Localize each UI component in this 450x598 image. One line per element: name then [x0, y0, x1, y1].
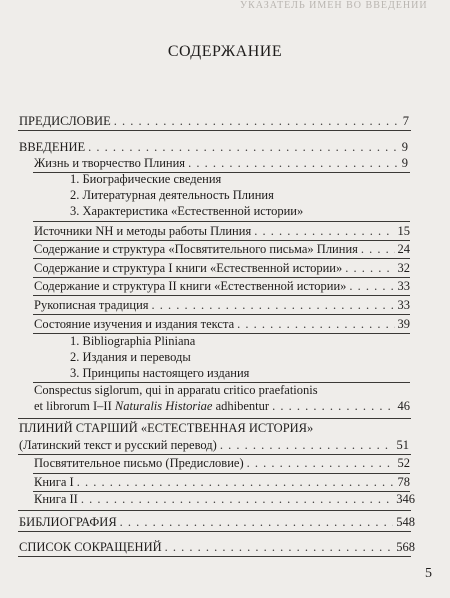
- toc-entry-sources[interactable]: [34, 224, 410, 239]
- dot-leader: [120, 515, 394, 530]
- divider: [18, 556, 411, 557]
- toc-entry-label: Посвятительное письмо (Предисловие): [34, 456, 244, 470]
- toc-entry-page: 51: [396, 438, 409, 452]
- toc-entry-label: Содержание и структура II книги «Естественной истории»: [34, 279, 347, 293]
- toc-subentry[interactable]: 1. Биографические сведения: [70, 172, 222, 186]
- toc-entry-page: 548: [396, 515, 415, 529]
- dot-leader: [165, 540, 394, 555]
- toc-entry-book-2[interactable]: [34, 492, 415, 507]
- toc-entry-label: ПРЕДИСЛОВИЕ: [19, 114, 111, 128]
- toc-subentry[interactable]: 2. Издания и переводы: [70, 350, 191, 364]
- toc-entry-label: Жизнь и творчество Плиния: [34, 156, 186, 170]
- dot-leader: [254, 224, 394, 239]
- divider: [33, 277, 410, 278]
- toc-entry-label: Рукописная традиция: [34, 298, 149, 312]
- toc-entry-page: 52: [397, 456, 410, 470]
- divider: [18, 130, 411, 131]
- toc-entry-page: 24: [397, 242, 410, 256]
- toc-entry-book1-structure[interactable]: [34, 261, 410, 276]
- toc-entry-page: 568: [396, 540, 415, 554]
- dot-leader: [152, 298, 395, 313]
- divider: [33, 295, 410, 296]
- divider: [18, 531, 411, 532]
- dot-leader: [349, 279, 394, 294]
- toc-entry-label: Книга II: [34, 492, 78, 506]
- toc-entry-page: 9: [401, 156, 408, 170]
- toc-entry-pliny-heading[interactable]: ПЛИНИЙ СТАРШИЙ «ЕСТЕСТВЕННАЯ ИСТОРИЯ»: [19, 421, 314, 435]
- toc-entry-label: Источники NH и методы работы Плиния: [34, 224, 252, 238]
- toc-entry-label: (Латинский текст и русский перевод): [19, 438, 217, 452]
- toc-entry-page: 9: [401, 140, 408, 154]
- toc-entry-page: 33: [397, 298, 410, 312]
- toc-entry-conspectus-line2[interactable]: [34, 399, 410, 414]
- toc-entry-page: 78: [397, 475, 410, 489]
- toc-subentry[interactable]: 2. Литературная деятельность Плиния: [70, 188, 274, 202]
- toc-entry-page: 33: [397, 279, 410, 293]
- toc-entry-label: БИБЛИОГРАФИЯ: [19, 515, 117, 529]
- dot-leader: [361, 242, 395, 257]
- page-number: 5: [425, 566, 432, 581]
- toc-entry-page: 32: [397, 261, 410, 275]
- divider: [33, 258, 410, 259]
- toc-entry-dedicatory-structure[interactable]: [34, 242, 410, 257]
- divider: [33, 240, 410, 241]
- toc-subentry[interactable]: 3. Принципы настоящего издания: [70, 366, 250, 380]
- toc-entry-page: 15: [397, 224, 410, 238]
- toc-entry-page: 46: [397, 399, 410, 413]
- dot-leader: [237, 317, 394, 332]
- toc-entry-book2-structure[interactable]: [34, 279, 410, 294]
- toc-entry-page: 39: [397, 317, 410, 331]
- divider: [33, 314, 410, 315]
- divider: [33, 221, 410, 222]
- toc-entry-bibliography[interactable]: [19, 515, 415, 530]
- toc-subentry[interactable]: 1. Bibliographia Pliniana: [70, 334, 196, 348]
- toc-entry-label: ВВЕДЕНИЕ: [19, 140, 86, 154]
- toc-entry-dedicatory-letter[interactable]: [34, 456, 410, 471]
- toc-entry-abbreviations[interactable]: [19, 540, 415, 555]
- toc-entry-label: Книга I: [34, 475, 74, 489]
- toc-entry-manuscripts[interactable]: [34, 298, 410, 313]
- divider: [18, 418, 411, 419]
- dot-leader: [188, 156, 399, 171]
- toc-entry-state-of-research[interactable]: [34, 317, 410, 332]
- divider: [18, 454, 411, 455]
- toc-entry-label: Состояние изучения и издания текста: [34, 317, 235, 331]
- toc-entry-introduction[interactable]: [19, 140, 408, 155]
- italic-title: Naturalis Historiae: [114, 399, 213, 413]
- toc-entry-preface[interactable]: [19, 114, 409, 129]
- dot-leader: [345, 261, 394, 276]
- dot-leader: [88, 140, 399, 155]
- toc-entry-label: Содержание и структура I книги «Естественной истории»: [34, 261, 343, 275]
- dot-leader: [247, 456, 395, 471]
- divider: [18, 510, 411, 511]
- toc-entry-latin-text[interactable]: [19, 438, 409, 453]
- running-head: УКАЗАТЕЛЬ ИМЕН ВО ВВЕДЕНИИ: [240, 0, 428, 10]
- toc-entry-life[interactable]: [34, 156, 408, 171]
- dot-leader: [77, 475, 395, 490]
- divider: [33, 473, 410, 474]
- toc-entry-label: СПИСОК СОКРАЩЕНИЙ: [19, 540, 162, 554]
- dot-leader: [272, 399, 394, 414]
- page-title: СОДЕРЖАНИЕ: [167, 43, 283, 60]
- dot-leader: [81, 492, 393, 507]
- toc-entry-label: et librorum I–II Naturalis Historiae adhibentur: [34, 399, 270, 413]
- toc-entry-page: 346: [396, 492, 415, 506]
- toc-entry-page: 7: [402, 114, 409, 128]
- dot-leader: [220, 438, 394, 453]
- toc-subentry[interactable]: 3. Характеристика «Естественной истории»: [70, 204, 304, 218]
- toc-entry-label: Содержание и структура «Посвятительного письма» Плиния: [34, 242, 358, 256]
- toc-entry-conspectus-line1[interactable]: Conspectus siglorum, qui in apparatu critico praefationis: [34, 383, 318, 397]
- toc-entry-book-1[interactable]: [34, 475, 410, 490]
- dot-leader: [114, 114, 400, 129]
